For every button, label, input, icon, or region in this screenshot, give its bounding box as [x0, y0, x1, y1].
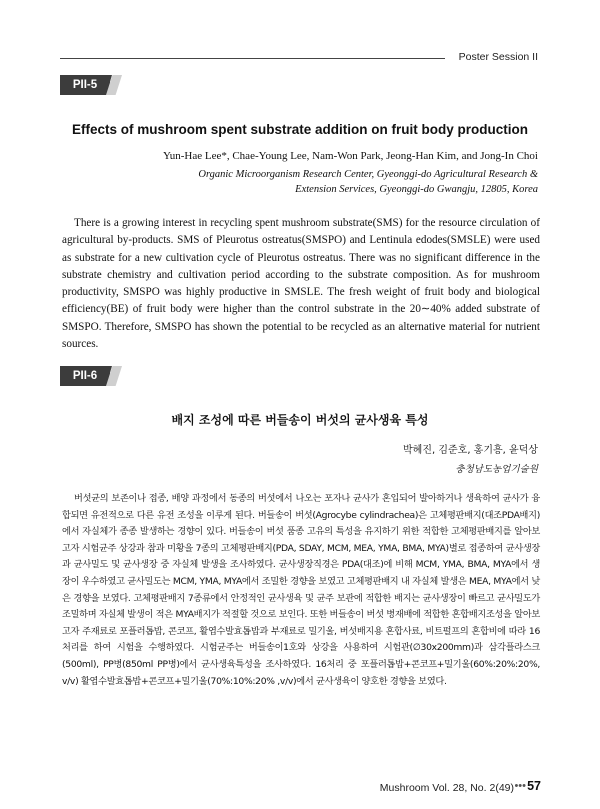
page-number: 57	[527, 779, 541, 793]
paper-title-1: Effects of mushroom spent substrate addition on fruit body production	[71, 122, 528, 137]
affiliation-line-1: Organic Microorganism Research Center, Gyeonggi-do Agricultural Research &	[198, 169, 538, 180]
running-header: Poster Session II	[458, 51, 538, 63]
affiliation-2: 충청남도농업기술원	[455, 464, 538, 475]
journal-footer: Mushroom Vol. 28, No. 2(49)	[379, 782, 514, 794]
authors-1: Yun-Hae Lee*, Chae-Young Lee, Nam-Won Park, Jeong-Han Kim, and Jong-In Choi	[163, 150, 538, 162]
abstract-english: There is a growing interest in recycling spent mushroom substrate(SMS) for the resource circulation of agricultural by-products. SMS of Pleurotus ostreatus(SMSPO) and Lentinula edodes(SMSLE) were used as substrate for a new cultivation cycle of Pleurotus ostreatus. There was no significant difference in the substrate chemistry and cultivation period according to the substrate composition. As for mushroom productivity, SMSPO was highly productive in SMSLE. The fresh weight of fruit body and biological efficiency(BE) of fruit body were higher than the control substrate in the 20∼40% added substrate of SMSPO. Therefore, SMSPO has shown the potential to be recycled as an alternative material for nutrient sources.	[62, 217, 540, 351]
header-rule	[60, 58, 445, 59]
authors-2: 박혜진, 김준호, 홍기흥, 윤덕상	[403, 445, 538, 456]
footer-dots: •••	[514, 780, 526, 792]
affiliation-line-2: Extension Services, Gyeonggi-do Gwangju, 12805, Korea	[295, 184, 538, 195]
abstract-korean: 버섯균의 보존이나 접종, 배양 과정에서 동종의 버섯에서 나오는 포자나 균사가 혼입되어 발아하거나 생육하여 균사가 융합되면 유전적으로 다른 유전 조성을 이루게 된다. 버들송이 버섯(Agrocybe cylindrachea)은 고체평판배지(대조PDA배지)에서 자실체가 종종 발생하는 경향이 있다. 버들송이 버섯 품종 고유의 특성을 유지하기 위한 적합한 고체평판배지를 알아보고자 시험균주 상강과 참과 미황을 7종의 고체평판배지(PDA, SDAY, MCM, MEA, YMA, BMA, MYA)별로 접종하여 균사생장과 균사밀도 및 균사생장 중 자실체 발생을 조사하였다. 균사생장직경은 PDA(대조)에 비해 MCM, YMA, BMA, MYA에서 생장이 우수하였고 균사밀도는 MCM, YMA, MYA에서 조밀한 경향을 보였고 고체평판배지 내 자실체 발생은 MEA, MYA에서 낮은 경향을 보였다. 고체평판배지 7종류에서 안정적인 균사생육 및 균주 보관에 적합한 배지는 균사생장이 빠르고 균사밀도가 조밀하며 자실체 발생이 적은 MYA배지가 적절할 것으로 보인다. 또한 버들송이 버섯 병재배에 적합한 혼합배지조성을 알아보고자 주재료로 포플러톱밥, 콘코프, 활엽수발효톱밥과 부재료로 밀기울, 버섯배지용 혼합사료, 비트펄프의 혼합비에 따라 16처리를 하여 시험을 수행하였다. 시험균주는 버들송이1호와 상강을 사용하여 시험관(∅30x200mm)과 삼각플라스크(500ml), PP병(850ml PP병)에서 균사생육특성을 조사하였다. 16처리 중 포플러톱밥+콘코프+밀기울(60%:20%:20%, v/v) 활엽수발효톱밥+콘코프+밀기울(70%:10%:20% ,v/v)에서 균사생육이 양호한 경향을 보였다.	[62, 493, 540, 687]
section-badge-1	[60, 75, 122, 95]
section-badge-2	[60, 366, 122, 386]
affiliation-1	[198, 167, 538, 197]
badge-label: PII-5	[72, 79, 98, 91]
badge-label: PII-6	[72, 370, 98, 382]
paper-title-2: 배지 조성에 따른 버들송이 버섯의 균사생육 특성	[171, 413, 429, 427]
